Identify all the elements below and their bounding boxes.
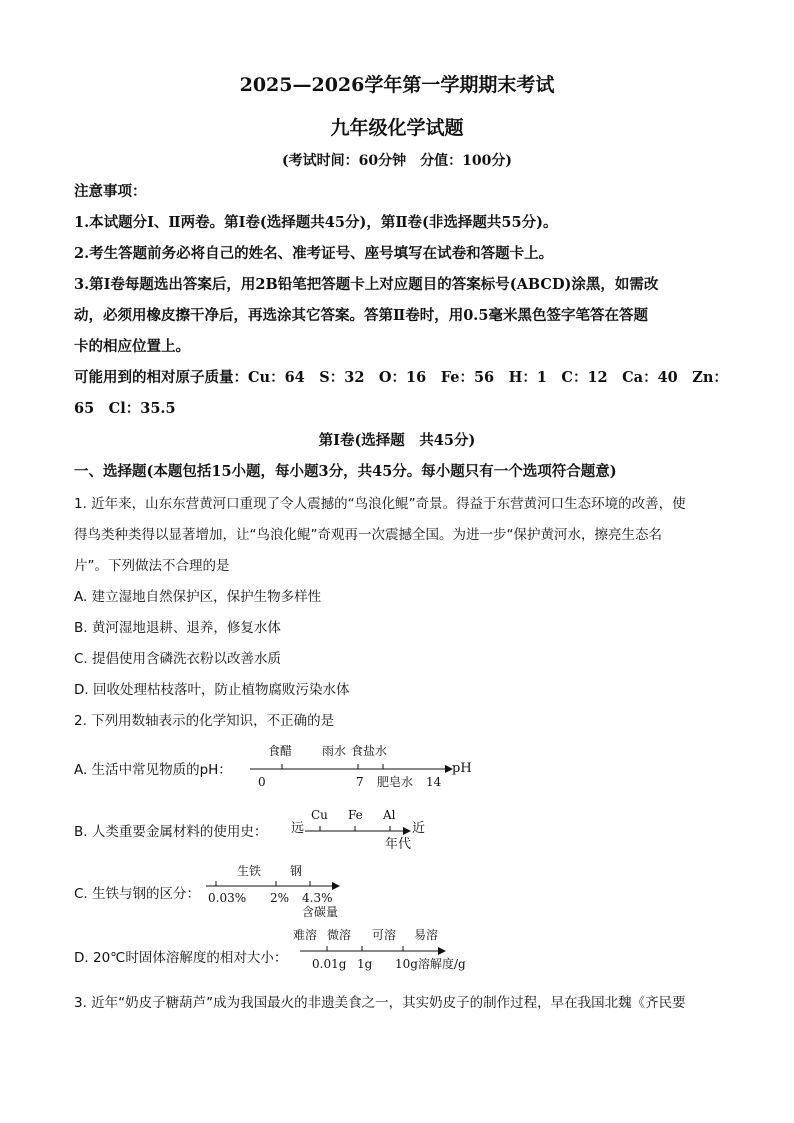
q2-d-tick-0-01g: 0.01g — [312, 957, 347, 971]
q2-c-label-steel: 钢 — [290, 864, 303, 878]
note-item-3-line-2: 动，必须用橡皮擦干净后，再选涂其它答案。答第Ⅱ卷时，用0.5毫米黑色签字笔答在答题 — [74, 307, 648, 324]
note-item-2: 2.考生答题前务必将自己的姓名、准考证号、座号填写在试卷和答题卡上。 — [74, 245, 554, 262]
q2-stem: 2. 下列用数轴表示的化学知识，不正确的是 — [74, 713, 335, 729]
subject-title: 九年级化学试题 — [330, 117, 464, 139]
section-1-title: 第Ⅰ卷(选择题 共45分) — [318, 432, 476, 449]
q2-d-axis-caption: 溶解度/g — [418, 957, 466, 971]
q2-a-axis-end: pH — [452, 761, 472, 776]
q2-b-label-fe: Fe — [348, 808, 363, 822]
q2-b-label-cu: Cu — [311, 808, 328, 822]
q2-d-label-slightly-soluble: 微溶 — [327, 928, 352, 942]
q2-a-label-rain: 雨水 — [322, 744, 347, 758]
q2-option-d-label: D. 20℃时固体溶解度的相对大小： — [74, 950, 288, 966]
q2-d-label-soluble: 可溶 — [372, 928, 397, 942]
q2-d-tick-10g: 10g — [395, 957, 418, 971]
q1-stem-line-1: 1. 近年来，山东东营黄河口重现了令人震撼的“鸟浪化鲲”奇景。得益于东营黄河口生态环境的改善，使 — [74, 496, 686, 512]
q2-a-tick-14: 14 — [426, 775, 442, 789]
exam-title: 2025—2026学年第一学期期末考试 — [239, 74, 555, 96]
q1-option-c: C. 提倡使用含磷洗衣粉以改善水质 — [74, 651, 282, 667]
q2-a-label-vinegar: 食醋 — [268, 744, 293, 758]
q2-a-tick-7: 7 — [356, 775, 364, 789]
notes-heading: 注意事项： — [74, 183, 147, 200]
q2-d-tick-1g: 1g — [357, 957, 373, 971]
q2-b-left: 远 — [291, 821, 305, 836]
q2-d-label-easily-soluble: 易溶 — [414, 928, 439, 942]
q2-c-tick-4-3: 4.3% — [302, 891, 333, 905]
q3-stem-line-1: 3. 近年“奶皮子糖葫芦”成为我国最火的非遗美食之一，其实奶皮子的制作过程，早在我国北魏《齐民要 — [74, 995, 686, 1011]
q2-a-label-saltwater: 食盐水 — [351, 744, 388, 758]
q2-b-right: 近 — [412, 821, 426, 836]
exam-info: (考试时间：60分钟 分值：100分) — [282, 153, 512, 169]
q2-option-c-label: C. 生铁与钢的区分： — [74, 886, 201, 902]
q1-option-d: D. 回收处理枯枝落叶，防止植物腐败污染水体 — [74, 682, 350, 698]
q2-a-label-soapwater: 肥皂水 — [377, 775, 414, 789]
atomic-masses-line-2: 65 Cl：35.5 — [74, 400, 176, 417]
atomic-masses-line-1: 可能用到的相对原子质量：Cu：64 S：32 O：16 Fe：56 H：1 C：12 Ca：40 Zn： — [74, 369, 728, 386]
q2-c-axis-caption: 含碳量 — [302, 905, 339, 919]
note-item-1: 1.本试题分Ⅰ、Ⅱ两卷。第Ⅰ卷(选择题共45分)，第Ⅱ卷(非选择题共55分)。 — [74, 214, 558, 231]
q2-b-axis-caption: 年代 — [385, 837, 412, 852]
q1-stem-line-3: 片”。下列做法不合理的是 — [74, 558, 230, 574]
q2-b-label-al: Al — [383, 808, 396, 822]
note-item-3-line-1: 3.第Ⅰ卷每题选出答案后，用2B铅笔把答题卡上对应题目的答案标号(ABCD)涂黑，如需改 — [74, 276, 659, 293]
q2-c-tick-0-03: 0.03% — [208, 891, 247, 905]
q2-c-tick-2: 2% — [270, 891, 290, 905]
q2-a-tick-0: 0 — [258, 775, 266, 789]
q2-d-label-insoluble: 难溶 — [293, 928, 318, 942]
part-1-title: 一、选择题(本题包括15小题，每小题3分，共45分。每小题只有一个选项符合题意) — [74, 463, 617, 480]
q2-option-b-label: B. 人类重要金属材料的使用史： — [74, 824, 268, 840]
q1-stem-line-2: 得鸟类种类得以显著增加，让“鸟浪化鲲”奇观再一次震撼全国。为进一步“保护黄河水，擦亮生态名 — [74, 527, 662, 543]
q2-option-a-label: A. 生活中常见物质的pH： — [74, 762, 232, 778]
q2-c-label-pig-iron: 生铁 — [237, 864, 262, 878]
q1-option-b: B. 黄河湿地退耕、退养，修复水体 — [74, 620, 281, 636]
note-item-3-line-3: 卡的相应位置上。 — [74, 338, 190, 355]
q1-option-a: A. 建立湿地自然保护区，保护生物多样性 — [74, 589, 322, 605]
